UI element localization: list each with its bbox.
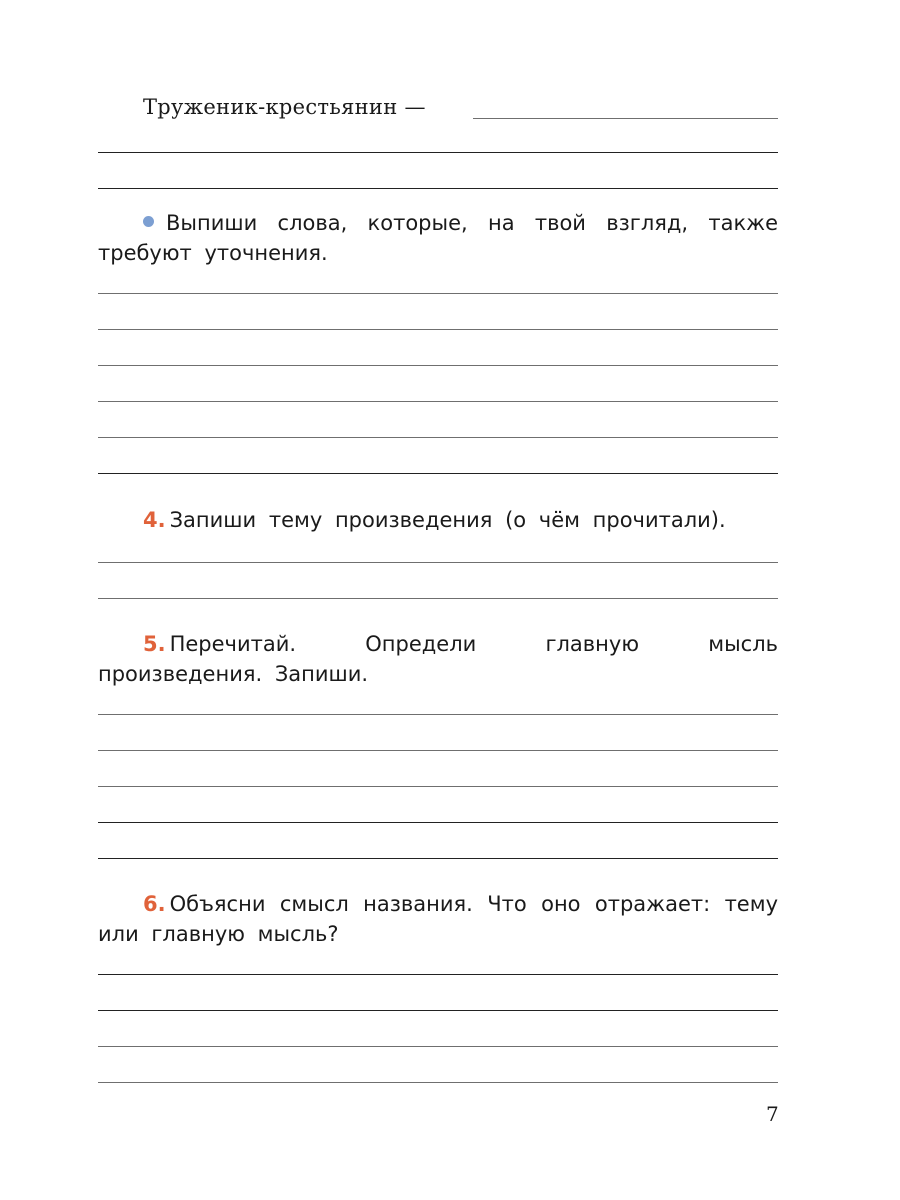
- task-text: Выпиши слова, которые, на твой взгляд, также требуют уточнения.: [98, 211, 778, 265]
- answer-line[interactable]: [98, 401, 778, 402]
- answer-line[interactable]: [98, 437, 778, 438]
- answer-line[interactable]: [98, 473, 778, 474]
- fill-in-label: Труженик-крестьянин —: [143, 95, 426, 119]
- answer-line[interactable]: [98, 1010, 778, 1011]
- page-number: 7: [766, 1102, 779, 1126]
- answer-line[interactable]: [98, 188, 778, 189]
- task-text: Запиши тему произведения (о чём прочитали).: [169, 508, 726, 532]
- task-number: 5.: [143, 632, 166, 656]
- answer-line[interactable]: [98, 598, 778, 599]
- bullet-icon: [143, 216, 154, 227]
- task-4: [98, 505, 778, 535]
- task-number: 6.: [143, 892, 166, 916]
- answer-line[interactable]: [98, 822, 778, 823]
- answer-line[interactable]: [98, 152, 778, 153]
- answer-line[interactable]: [98, 714, 778, 715]
- answer-line[interactable]: [98, 365, 778, 366]
- task-6: [98, 889, 778, 949]
- answer-line[interactable]: [98, 562, 778, 563]
- task-number: 4.: [143, 508, 166, 532]
- answer-line[interactable]: [98, 293, 778, 294]
- answer-line[interactable]: [98, 750, 778, 751]
- task-text: Объясни смысл названия. Что оно отражает: тему или главную мысль?: [98, 892, 778, 946]
- answer-line[interactable]: [473, 118, 778, 119]
- answer-line[interactable]: [98, 1046, 778, 1047]
- answer-line[interactable]: [98, 1082, 778, 1083]
- task-text: Перечитай. Определи главную мысль произведения. Запиши.: [98, 632, 778, 686]
- answer-line[interactable]: [98, 329, 778, 330]
- answer-line[interactable]: [98, 974, 778, 975]
- task-bullet: [98, 208, 778, 268]
- answer-line[interactable]: [98, 786, 778, 787]
- task-5: [98, 629, 778, 689]
- answer-line[interactable]: [98, 858, 778, 859]
